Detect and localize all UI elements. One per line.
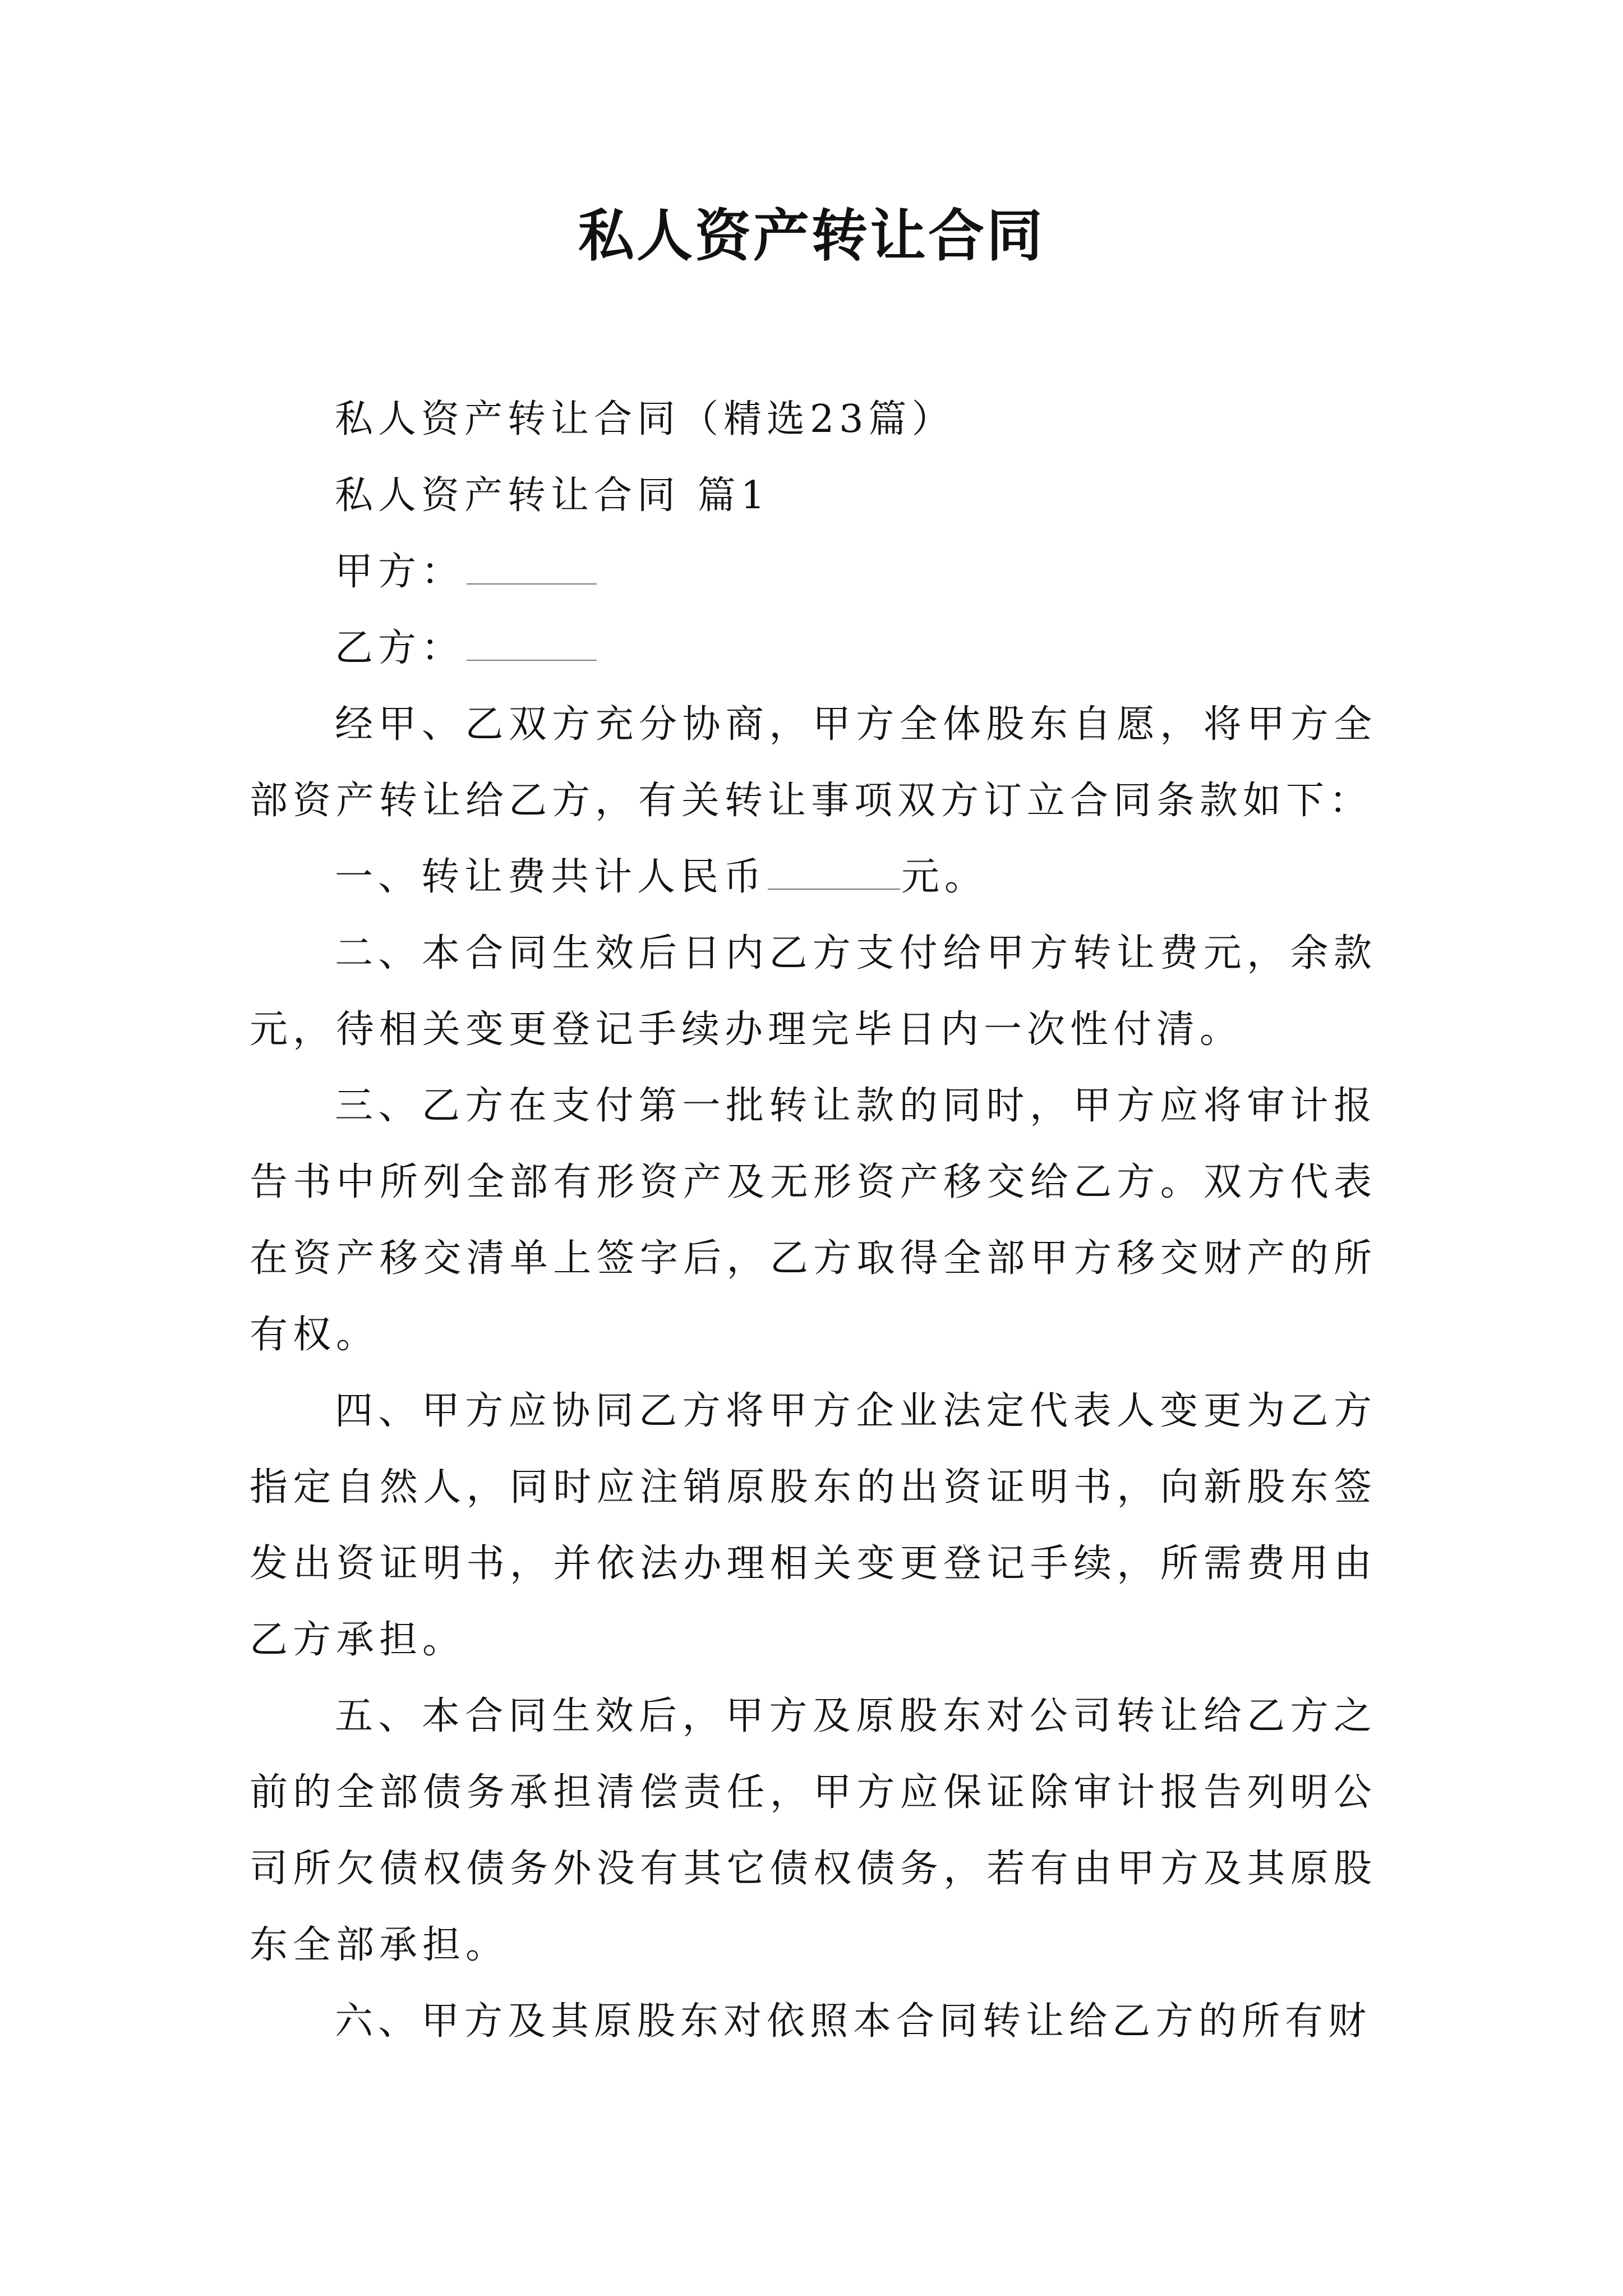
document-subtitle: 私人资产转让合同（精选23篇） — [335, 397, 955, 441]
clause-1 — [250, 839, 1377, 915]
clause-5: 五、本合同生效后，甲方及原股东对公司转让给乙方之前的全部债务承担清偿责任，甲方应保证除审计报告列明公司所欠债权债务外没有其它债权债务，若有由甲方及其原股东全部承担。 — [250, 1694, 1377, 1967]
party-b-line — [250, 610, 1377, 687]
section-heading: 私人资产转让合同 篇1 — [335, 473, 770, 518]
clause-6: 六、甲方及其原股东对依照本合同转让给乙方的所有财 — [335, 1999, 1372, 2044]
clause-1-before: 一、转让费共计人民币 — [335, 855, 767, 899]
party-a-label: 甲方： — [335, 550, 465, 594]
clause-4: 四、甲方应协同乙方将甲方企业法定代表人变更为乙方指定自然人，同时应注销原股东的出资证明书，向新股东签发出资证明书，并依法办理相关变更登记手续，所需费用由乙方承担。 — [250, 1389, 1377, 1662]
party-b-label: 乙方： — [335, 626, 465, 670]
party-a-blank — [467, 550, 597, 585]
document-title: 私人资产转让合同 — [578, 203, 1045, 269]
clause-3: 三、乙方在支付第一批转让款的同时，甲方应将审计报告书中所列全部有形资产及无形资产移交给乙方。双方代表在资产移交清单上签字后，乙方取得全部甲方移交财产的所有权。 — [250, 1084, 1377, 1357]
amount-blank — [768, 855, 900, 890]
document-body — [250, 381, 1377, 2060]
intro-paragraph: 经甲、乙双方充分协商，甲方全体股东自愿，将甲方全部资产转让给乙方，有关转让事项双方订立合同条款如下： — [250, 702, 1377, 823]
clause-2: 二、本合同生效后日内乙方支付给甲方转让费元，余款元，待相关变更登记手续办理完毕日内一次性付清。 — [250, 931, 1377, 1052]
party-b-blank — [467, 626, 597, 661]
party-a-line — [250, 534, 1377, 610]
clause-1-after: 元。 — [901, 855, 988, 899]
